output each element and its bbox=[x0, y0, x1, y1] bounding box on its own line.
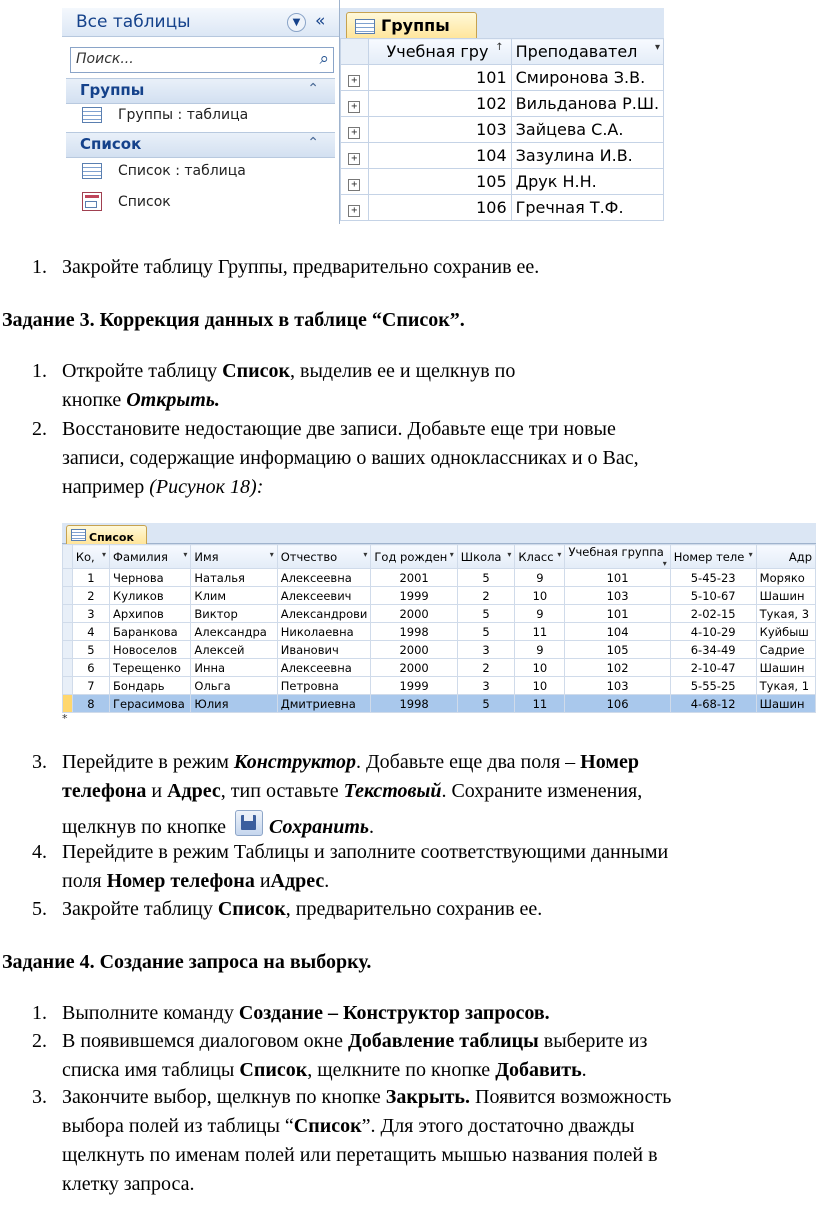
expand-icon[interactable]: + bbox=[348, 179, 360, 191]
text-run: телефона bbox=[62, 780, 147, 802]
text-run: Номер bbox=[580, 751, 639, 773]
table-cell[interactable]: Смиронова З.В. bbox=[511, 65, 663, 91]
table-row[interactable] bbox=[63, 587, 816, 605]
table-cell[interactable]: 106 bbox=[368, 195, 511, 221]
text-run: Перейдите в режим Таблицы и заполните соответствующими данными bbox=[62, 841, 669, 863]
column-label: Год рожден bbox=[374, 549, 448, 564]
expand-icon[interactable]: + bbox=[348, 75, 360, 87]
table-cell[interactable]: Ольга bbox=[191, 677, 277, 695]
text-run: , тип оставьте bbox=[220, 780, 344, 802]
table-cell[interactable]: 2-10-47 bbox=[670, 659, 756, 677]
document-tab-strip bbox=[340, 8, 664, 39]
table-cell[interactable]: 2 bbox=[72, 587, 109, 605]
table-cell[interactable]: Новоселов bbox=[110, 641, 191, 659]
list-number: 1. bbox=[32, 256, 47, 278]
nav-item-label: Группы : таблица bbox=[118, 107, 249, 123]
text-run: списка имя таблицы bbox=[62, 1059, 240, 1081]
table-cell[interactable]: Моряко bbox=[756, 569, 815, 587]
table-cell[interactable]: 103 bbox=[565, 677, 670, 695]
table-cell[interactable]: 9 bbox=[515, 569, 565, 587]
table-cell[interactable]: 2-02-15 bbox=[670, 605, 756, 623]
chevron-down-icon[interactable]: ▾ bbox=[654, 42, 660, 53]
expand-cell[interactable] bbox=[341, 65, 369, 91]
table-cell[interactable]: 5-10-67 bbox=[670, 587, 756, 605]
table-cell[interactable]: Юлия bbox=[191, 695, 277, 713]
text-run: щелкнуть по именам полей или перетащить мышью названия полей в bbox=[62, 1144, 658, 1166]
table-cell[interactable]: Иванович bbox=[277, 641, 371, 659]
table-cell[interactable]: Дмитриевна bbox=[277, 695, 371, 713]
nav-item-label: Список bbox=[118, 194, 171, 210]
table-cell[interactable]: 2000 bbox=[371, 605, 457, 623]
nav-group-list[interactable] bbox=[66, 132, 335, 158]
table-cell[interactable]: Клим bbox=[191, 587, 277, 605]
table-cell[interactable]: 11 bbox=[515, 695, 565, 713]
tab-label: Список bbox=[89, 531, 134, 544]
table-row[interactable] bbox=[63, 659, 816, 677]
table-cell[interactable]: Шашин bbox=[756, 587, 815, 605]
table-cell[interactable]: 2 bbox=[457, 587, 515, 605]
text-run: Перейдите в режим bbox=[62, 751, 234, 773]
table-cell[interactable]: 10 bbox=[515, 587, 565, 605]
table-cell[interactable]: 9 bbox=[515, 605, 565, 623]
instruction-text bbox=[62, 1027, 812, 1085]
expand-icon[interactable]: + bbox=[348, 153, 360, 165]
table-cell[interactable]: 6-34-49 bbox=[670, 641, 756, 659]
row-selector[interactable] bbox=[63, 569, 73, 587]
text-run: Создание – Конструктор запросов. bbox=[238, 1002, 550, 1024]
expand-cell[interactable] bbox=[341, 117, 369, 143]
row-selector[interactable] bbox=[63, 659, 73, 677]
table-cell[interactable]: 4 bbox=[72, 623, 109, 641]
text-run: кнопке bbox=[62, 389, 127, 411]
select-all-cell[interactable] bbox=[63, 545, 73, 569]
list-number: 5. bbox=[32, 898, 47, 920]
new-record-marker[interactable]: * bbox=[62, 712, 68, 720]
column-label: Номер теле bbox=[673, 549, 745, 564]
table-cell[interactable]: Баранкова bbox=[110, 623, 191, 641]
text-run: Адрес bbox=[270, 870, 325, 892]
task3-heading: Задание 3. Коррекция данных в таблице “Список”. bbox=[2, 309, 465, 331]
table-cell[interactable]: Петровна bbox=[277, 677, 371, 695]
table-cell[interactable]: 1999 bbox=[371, 587, 457, 605]
table-cell[interactable]: Герасимова bbox=[110, 695, 191, 713]
text-run: Закройте таблицу bbox=[62, 898, 218, 920]
table-cell[interactable]: 5 bbox=[457, 695, 515, 713]
table-cell[interactable]: Гречная Т.Ф. bbox=[511, 195, 663, 221]
column-label: Учебная группа bbox=[568, 545, 664, 559]
column-header[interactable] bbox=[72, 545, 109, 569]
table-cell[interactable]: 1998 bbox=[371, 623, 457, 641]
table-cell[interactable]: 2 bbox=[457, 659, 515, 677]
table-row[interactable] bbox=[341, 169, 664, 195]
table-cell[interactable]: Шашин bbox=[756, 695, 815, 713]
column-label: Учебная гру bbox=[386, 42, 489, 61]
table-row[interactable] bbox=[341, 195, 664, 221]
list-grid bbox=[62, 544, 816, 713]
tab-list[interactable] bbox=[66, 525, 147, 544]
table-cell[interactable]: 10 bbox=[515, 677, 565, 695]
table-cell[interactable]: 1 bbox=[72, 569, 109, 587]
text-run: Восстановите недостающие две записи. Добавьте еще три новые bbox=[62, 418, 616, 440]
chevron-down-icon[interactable]: ▾ bbox=[269, 549, 274, 559]
expand-cell[interactable] bbox=[341, 143, 369, 169]
row-selector[interactable] bbox=[63, 623, 73, 641]
text-run: Откройте таблицу bbox=[62, 360, 223, 382]
text-run: . Сохраните изменения, bbox=[441, 780, 643, 802]
table-cell[interactable]: Алексеевич bbox=[277, 587, 371, 605]
table-row[interactable] bbox=[63, 569, 816, 587]
table-icon bbox=[82, 107, 102, 123]
chevron-down-icon[interactable]: ▾ bbox=[102, 549, 107, 559]
table-cell[interactable]: Наталья bbox=[191, 569, 277, 587]
text-run: Сохранить bbox=[269, 816, 370, 838]
column-label: Фамилия bbox=[113, 549, 168, 564]
expand-icon[interactable]: + bbox=[348, 127, 360, 139]
table-row[interactable] bbox=[63, 605, 816, 623]
text-run: (Рисунок 18): bbox=[149, 476, 264, 498]
expand-icon[interactable]: + bbox=[348, 205, 360, 217]
table-cell[interactable]: 102 bbox=[368, 91, 511, 117]
table-cell[interactable]: Архипов bbox=[110, 605, 191, 623]
expand-cell[interactable] bbox=[341, 195, 369, 221]
instruction-text bbox=[62, 415, 639, 502]
list-number: 2. bbox=[32, 418, 47, 440]
table-icon bbox=[82, 163, 102, 179]
text-run: , выделив ее и щелкнув по bbox=[290, 360, 516, 382]
chevron-up-icon[interactable]: ⌃ bbox=[307, 81, 319, 97]
chevron-down-icon[interactable]: ▾ bbox=[748, 549, 753, 559]
table-cell[interactable]: Александрови bbox=[277, 605, 371, 623]
text-run: выберите из bbox=[538, 1030, 648, 1052]
form-icon bbox=[82, 192, 102, 211]
text-run: например bbox=[62, 476, 150, 498]
instruction-text bbox=[62, 838, 816, 896]
text-run: записи, содержащие информацию о ваших одноклассниках и о Вас, bbox=[62, 447, 639, 469]
chevron-down-icon[interactable]: ▾ bbox=[363, 549, 368, 559]
column-header[interactable] bbox=[191, 545, 277, 569]
tab-label: Группы bbox=[381, 16, 450, 35]
nav-group-label: Группы bbox=[80, 81, 145, 99]
instruction-text bbox=[62, 357, 515, 415]
column-header[interactable] bbox=[756, 545, 815, 569]
nav-group-groups[interactable] bbox=[66, 78, 335, 104]
expand-cell[interactable] bbox=[341, 91, 369, 117]
column-label: Адр bbox=[788, 549, 812, 564]
row-selector[interactable] bbox=[63, 605, 73, 623]
task4-heading: Задание 4. Создание запроса на выборку. bbox=[2, 951, 372, 973]
row-selector[interactable] bbox=[63, 677, 73, 695]
text-run: щелкнув по кнопке bbox=[62, 816, 232, 838]
column-label: Ко, bbox=[75, 549, 95, 564]
chevron-up-icon[interactable]: ⌃ bbox=[307, 135, 319, 151]
table-cell[interactable]: 1999 bbox=[371, 677, 457, 695]
table-cell[interactable]: 101 bbox=[565, 605, 670, 623]
table-cell[interactable]: 10 bbox=[515, 659, 565, 677]
text-run: . bbox=[324, 870, 330, 892]
list-number: 2. bbox=[32, 1030, 47, 1052]
table-row[interactable] bbox=[341, 65, 664, 91]
table-cell[interactable]: Алексей bbox=[191, 641, 277, 659]
table-cell[interactable]: 2000 bbox=[371, 641, 457, 659]
table-cell[interactable]: 3 bbox=[457, 677, 515, 695]
table-cell[interactable]: 103 bbox=[368, 117, 511, 143]
table-cell[interactable]: 104 bbox=[368, 143, 511, 169]
text-run: Добавление таблицы bbox=[347, 1030, 539, 1052]
table-cell[interactable]: 4-68-12 bbox=[670, 695, 756, 713]
table-cell[interactable]: 8 bbox=[72, 695, 109, 713]
text-run: Появится возможность bbox=[470, 1086, 672, 1108]
list-number: 1. bbox=[32, 1002, 47, 1024]
datasheet-groups bbox=[340, 0, 664, 224]
text-run: и bbox=[254, 870, 271, 892]
row-selector[interactable] bbox=[63, 641, 73, 659]
search-placeholder: Поиск... bbox=[76, 51, 134, 67]
chevron-down-icon[interactable]: ▾ bbox=[449, 549, 454, 559]
column-header[interactable] bbox=[565, 545, 670, 569]
text-run: и bbox=[146, 780, 168, 802]
text-run: . bbox=[581, 1059, 587, 1081]
table-cell[interactable]: Куликов bbox=[110, 587, 191, 605]
text-run: . bbox=[369, 816, 375, 838]
table-cell[interactable]: 5-55-25 bbox=[670, 677, 756, 695]
text-run: выбора полей из таблицы “ bbox=[62, 1115, 294, 1137]
table-row[interactable] bbox=[63, 695, 816, 713]
column-header[interactable] bbox=[368, 39, 511, 65]
table-cell[interactable]: Виктор bbox=[191, 605, 277, 623]
table-cell[interactable]: Тукая, 3 bbox=[756, 605, 815, 623]
table-cell[interactable]: 105 bbox=[368, 169, 511, 195]
expand-cell[interactable] bbox=[341, 169, 369, 195]
text-run: Закончите выбор, щелкнув по кнопке bbox=[62, 1086, 386, 1108]
table-cell[interactable]: 101 bbox=[565, 569, 670, 587]
text-run: поля bbox=[62, 870, 107, 892]
chevron-down-icon[interactable]: ▾ bbox=[183, 549, 188, 559]
table-cell[interactable]: 101 bbox=[368, 65, 511, 91]
table-row[interactable] bbox=[63, 623, 816, 641]
instruction-text: Закройте таблицу Группы, предварительно сохранив ее. bbox=[62, 256, 540, 278]
table-cell[interactable]: 7 bbox=[72, 677, 109, 695]
navigation-pane-title: Все таблицы bbox=[76, 12, 191, 32]
list-number: 4. bbox=[32, 841, 47, 863]
list-number: 3. bbox=[32, 751, 47, 773]
column-header[interactable] bbox=[277, 545, 371, 569]
column-header[interactable] bbox=[110, 545, 191, 569]
text-run: ”. Для этого достаточно дважды bbox=[361, 1115, 635, 1137]
table-cell[interactable]: 3 bbox=[457, 641, 515, 659]
nav-group-label: Список bbox=[80, 135, 142, 153]
table-cell[interactable]: Тукая, 1 bbox=[756, 677, 815, 695]
column-label: Школа bbox=[460, 549, 502, 564]
table-cell[interactable]: 104 bbox=[565, 623, 670, 641]
navigation-pane-header[interactable] bbox=[62, 8, 339, 37]
text-run: Список bbox=[239, 1059, 308, 1081]
table-cell[interactable]: 5 bbox=[72, 641, 109, 659]
column-header[interactable] bbox=[670, 545, 756, 569]
list-number: 3. bbox=[32, 1086, 47, 1108]
table-cell[interactable]: Алексеевна bbox=[277, 569, 371, 587]
table-cell[interactable]: Зайцева С.А. bbox=[511, 117, 663, 143]
column-header[interactable] bbox=[515, 545, 565, 569]
table-cell[interactable]: Вильданова Р.Ш. bbox=[511, 91, 663, 117]
table-cell[interactable]: Зазулина И.В. bbox=[511, 143, 663, 169]
search-input[interactable] bbox=[70, 47, 334, 73]
save-icon bbox=[235, 810, 263, 836]
chevron-down-icon[interactable]: ▾ bbox=[557, 549, 562, 559]
table-cell[interactable]: 2001 bbox=[371, 569, 457, 587]
table-cell[interactable]: 5-45-23 bbox=[670, 569, 756, 587]
instruction-text bbox=[62, 999, 550, 1028]
text-run: Адрес bbox=[167, 780, 221, 802]
chevron-down-icon[interactable]: ▾ bbox=[662, 559, 667, 568]
table-cell[interactable]: Николаевна bbox=[277, 623, 371, 641]
tab-groups[interactable] bbox=[346, 12, 477, 39]
text-run: Номер телефона bbox=[106, 870, 255, 892]
table-cell[interactable]: Алексеевна bbox=[277, 659, 371, 677]
table-row[interactable] bbox=[341, 91, 664, 117]
text-run: Выполните команду bbox=[62, 1002, 239, 1024]
table-cell[interactable]: Шашин bbox=[756, 659, 815, 677]
text-run: Конструктор bbox=[233, 751, 357, 773]
text-run: Текстовый bbox=[343, 780, 442, 802]
text-run: . Добавьте еще два поля – bbox=[356, 751, 581, 773]
column-label: Отчество bbox=[280, 549, 338, 564]
column-header[interactable] bbox=[371, 545, 457, 569]
instruction-text bbox=[62, 895, 542, 924]
table-cell[interactable]: Терещенко bbox=[110, 659, 191, 677]
table-cell[interactable]: 3 bbox=[72, 605, 109, 623]
text-run: Список bbox=[293, 1115, 362, 1137]
table-row[interactable] bbox=[341, 143, 664, 169]
row-selector[interactable] bbox=[63, 695, 73, 713]
navigation-pane bbox=[62, 0, 340, 224]
access-screenshot-groups bbox=[62, 0, 664, 224]
text-run: Список bbox=[222, 360, 291, 382]
row-selector[interactable] bbox=[63, 587, 73, 605]
list-grid-body bbox=[63, 569, 816, 713]
table-cell[interactable]: 106 bbox=[565, 695, 670, 713]
column-label: Преподавател bbox=[515, 42, 638, 61]
table-cell[interactable]: Бондарь bbox=[110, 677, 191, 695]
chevron-down-icon[interactable]: ▼ bbox=[287, 13, 306, 32]
table-icon bbox=[71, 529, 86, 541]
table-cell[interactable]: 5 bbox=[457, 569, 515, 587]
text-run: клетку запроса. bbox=[62, 1173, 195, 1195]
instruction-text bbox=[62, 748, 812, 806]
table-cell[interactable]: 5 bbox=[457, 623, 515, 641]
table-cell[interactable]: 105 bbox=[565, 641, 670, 659]
column-label: Имя bbox=[194, 549, 219, 564]
collapse-pane-icon[interactable]: « bbox=[315, 11, 326, 31]
table-cell[interactable]: 5 bbox=[457, 605, 515, 623]
table-cell[interactable]: Александра bbox=[191, 623, 277, 641]
expand-icon[interactable]: + bbox=[348, 101, 360, 113]
table-cell[interactable]: 4-10-29 bbox=[670, 623, 756, 641]
sort-icon[interactable]: ↑ bbox=[495, 42, 504, 53]
text-run: Добавить bbox=[495, 1059, 582, 1081]
text-run: Список bbox=[217, 898, 286, 920]
column-header[interactable] bbox=[457, 545, 515, 569]
chevron-down-icon[interactable]: ▾ bbox=[507, 549, 512, 559]
table-cell[interactable]: 103 bbox=[565, 587, 670, 605]
list-number: 1. bbox=[32, 360, 47, 382]
table-cell[interactable]: Друк Н.Н. bbox=[511, 169, 663, 195]
nav-item-label: Список : таблица bbox=[118, 163, 246, 179]
instruction-text bbox=[62, 1083, 816, 1199]
text-run: В появившемся диалоговом окне bbox=[62, 1030, 348, 1052]
header-row bbox=[63, 545, 816, 569]
table-cell[interactable]: Куйбыш bbox=[756, 623, 815, 641]
table-cell[interactable]: Инна bbox=[191, 659, 277, 677]
table-row[interactable] bbox=[63, 677, 816, 695]
access-screenshot-list bbox=[62, 523, 816, 720]
table-cell[interactable]: 2000 bbox=[371, 659, 457, 677]
text-run: Закрыть. bbox=[385, 1086, 470, 1108]
text-run: , щелкните по кнопке bbox=[307, 1059, 496, 1081]
select-all-cell[interactable] bbox=[341, 39, 369, 65]
text-run: , предварительно сохранив ее. bbox=[285, 898, 543, 920]
groups-grid bbox=[340, 38, 664, 221]
table-cell[interactable]: Садрие bbox=[756, 641, 815, 659]
table-cell[interactable]: 11 bbox=[515, 623, 565, 641]
text-run: Открыть. bbox=[126, 389, 220, 411]
column-header[interactable] bbox=[511, 39, 663, 65]
table-row[interactable] bbox=[341, 117, 664, 143]
table-cell[interactable]: 102 bbox=[565, 659, 670, 677]
table-row[interactable] bbox=[63, 641, 816, 659]
table-icon bbox=[355, 19, 375, 34]
column-label: Класс bbox=[518, 549, 554, 564]
table-cell[interactable]: Чернова bbox=[110, 569, 191, 587]
table-cell[interactable]: 1998 bbox=[371, 695, 457, 713]
search-icon[interactable]: ⌕ bbox=[319, 49, 329, 69]
header-row bbox=[341, 39, 664, 65]
document-tab-strip bbox=[62, 523, 816, 544]
table-cell[interactable]: 9 bbox=[515, 641, 565, 659]
table-cell[interactable]: 6 bbox=[72, 659, 109, 677]
